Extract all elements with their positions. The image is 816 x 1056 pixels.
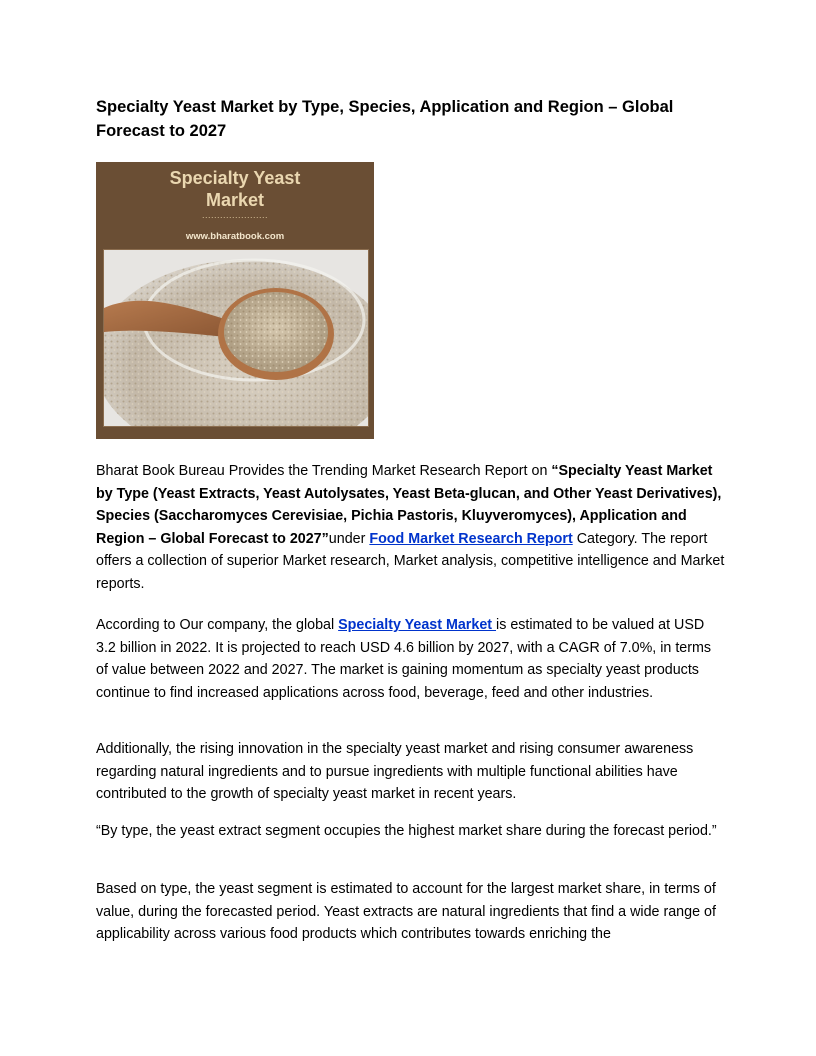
market-size-paragraph (96, 614, 726, 704)
growth-drivers-paragraph: Additionally, the rising innovation in the specialty yeast market and rising consumer awareness regarding natural ingredients and to pursue ingredients with multiple functional abilities have contributed to the growth of specialty yeast market in recent years. (96, 741, 694, 803)
type-quote-paragraph: “By type, the yeast extract segment occupies the highest market share during the forecast period.” (96, 823, 717, 839)
report-cover-image (96, 162, 374, 439)
cover-title (96, 167, 374, 211)
intro-paragraph (96, 460, 726, 596)
yeast-spoon-photo (103, 249, 369, 427)
cover-title-line1: Specialty Yeast (169, 168, 301, 188)
report-title-bold: “Specialty Yeast Market by Type (Yeast Extracts, Yeast Autolysates, Yeast Beta-glucan, and Other Yeast Derivatives), Species (Saccharomyces Cerevisiae, Pichia Pastoris, Kluyveromyces), Application and Region – Global Forecast to 2027” (96, 463, 722, 547)
type-segment-paragraph: Based on type, the yeast segment is estimated to account for the largest market share, in terms of value, during the forecasted period. Yeast extracts are natural ingredients that find a wide range of applicability across various food products which contributes towards enriching the (96, 881, 716, 943)
cover-dots: ...................... (201, 210, 268, 220)
market-size-before: According to Our company, the global (96, 617, 339, 633)
document-title: Specialty Yeast Market by Type, Species, Application and Region – Global Forecast to 2027 (96, 98, 674, 140)
yeast-spoon-illustration (104, 250, 368, 426)
specialty-yeast-market-link[interactable]: Specialty Yeast Market (338, 617, 497, 633)
cover-title-line2: Market (205, 190, 265, 210)
cover-url: www.bharatbook.com (185, 231, 285, 242)
intro-rest-text: Category. The report offers a collection of superior Market research, Market analysis, competitive intelligence and Market reports. (96, 530, 725, 592)
food-market-research-report-link[interactable]: Food Market Research Report (369, 530, 573, 547)
intro-text: Bharat Book Bureau Provides the Trending Market Research Report on (96, 463, 552, 479)
under-text: under (328, 530, 370, 547)
market-size-after: is estimated to be valued at USD 3.2 billion in 2022. It is projected to reach USD 4.6 billion by 2027, with a CAGR of 7.0%, in terms of value between 2022 and 2027. The market is gaining momentum as specialty yeast products continue to find increased applications across food, beverage, feed and other industries. (96, 617, 712, 701)
